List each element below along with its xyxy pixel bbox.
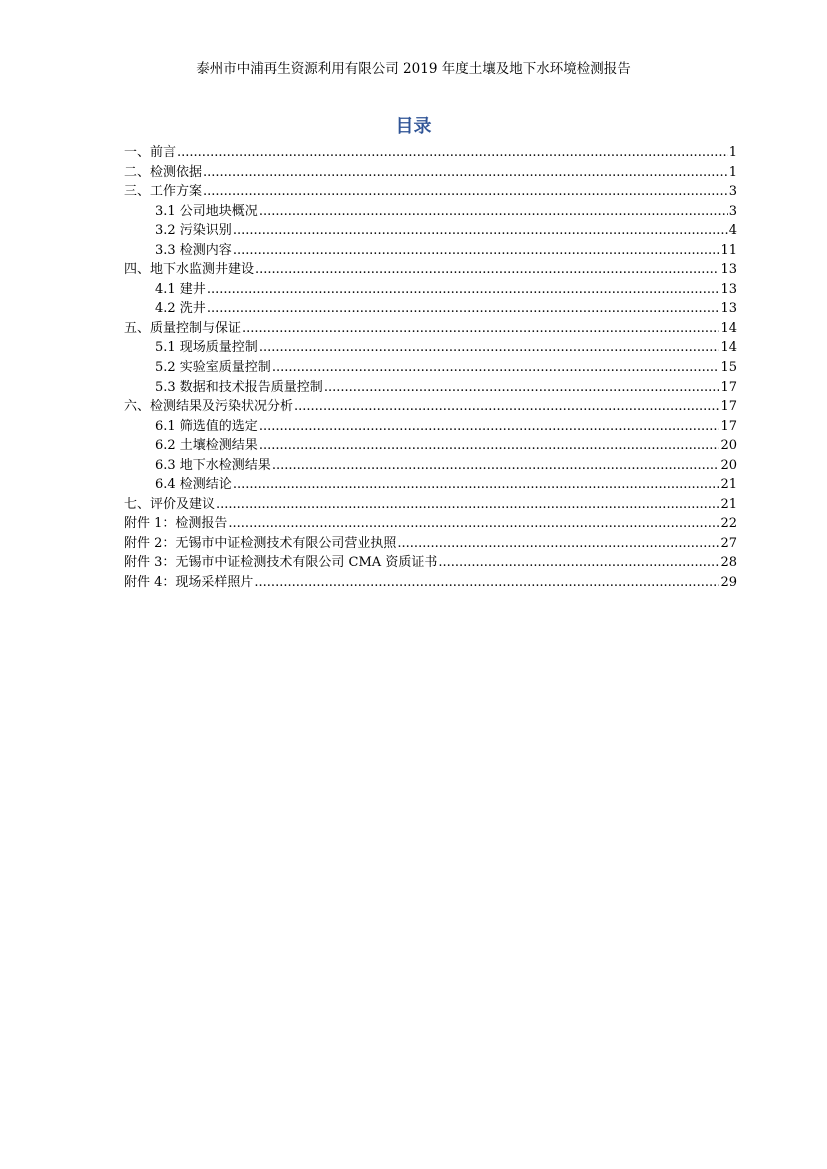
toc-entry-label: 3.1 公司地块概况	[155, 203, 258, 219]
toc-entry-page-number: 13	[720, 262, 737, 278]
toc-entry-page-number: 1	[728, 164, 737, 180]
toc-entry-page-number: 14	[720, 340, 737, 356]
toc-entry[interactable]	[124, 338, 737, 358]
toc-entry-page-number: 28	[720, 555, 737, 571]
toc-entry[interactable]	[124, 260, 737, 280]
toc-entry-label: 附件 4：现场采样照片	[124, 575, 254, 591]
toc-dot-leader	[259, 417, 720, 437]
toc-entry[interactable]	[124, 534, 737, 554]
toc-entry[interactable]	[124, 495, 737, 515]
toc-dot-leader	[259, 436, 720, 456]
toc-entry-page-number: 15	[720, 360, 737, 376]
toc-entry-label: 6.3 地下水检测结果	[155, 457, 271, 473]
toc-entry-label: 3.3 检测内容	[155, 242, 232, 258]
toc-entry[interactable]	[124, 182, 737, 202]
toc-entry[interactable]	[124, 163, 737, 183]
toc-dot-leader	[255, 260, 719, 280]
toc-entry-page-number: 14	[720, 320, 737, 336]
toc-entry-label: 4.2 洗井	[155, 301, 206, 317]
toc-entry[interactable]	[124, 241, 737, 261]
toc-entry[interactable]	[124, 397, 737, 417]
toc-entry-label: 附件 2：无锡市中证检测技术有限公司营业执照	[124, 535, 397, 551]
toc-entry-label: 三、工作方案	[124, 184, 203, 200]
toc-entry-label: 附件 3：无锡市中证检测技术有限公司 CMA 资质证书	[124, 555, 438, 571]
toc-entry[interactable]	[124, 378, 737, 398]
toc-entry[interactable]	[124, 475, 737, 495]
toc-entry-page-number: 4	[728, 223, 737, 239]
toc-entry-label: 一、前言	[124, 145, 177, 160]
toc-dot-leader	[216, 495, 719, 515]
toc-dot-leader	[203, 182, 728, 202]
toc-entry[interactable]	[124, 553, 737, 573]
toc-entry-label: 6.1 筛选值的选定	[155, 418, 258, 434]
toc-entry-page-number: 1	[728, 145, 737, 160]
toc-entry-page-number: 22	[720, 516, 737, 532]
toc-entry[interactable]	[124, 436, 737, 456]
toc-dot-leader	[233, 241, 720, 261]
page-header: 泰州市中浦再生资源利用有限公司 2019 年度土壤及地下水环境检测报告	[196, 61, 631, 77]
toc-entry[interactable]	[124, 573, 737, 593]
toc-entry-page-number: 17	[720, 379, 737, 395]
toc-entry[interactable]	[124, 456, 737, 476]
toc-entry-label: 5.3 数据和技术报告质量控制	[155, 379, 323, 395]
toc-entry[interactable]	[124, 221, 737, 241]
toc-entry-page-number: 21	[720, 477, 737, 493]
toc-entry-page-number: 13	[720, 281, 737, 297]
table-of-contents	[124, 143, 737, 593]
toc-entry-page-number: 17	[720, 418, 737, 434]
toc-entry-label: 四、地下水监测井建设	[124, 262, 255, 278]
toc-entry[interactable]	[124, 358, 737, 378]
toc-dot-leader	[242, 319, 719, 339]
toc-dot-leader	[259, 202, 728, 222]
toc-dot-leader	[254, 573, 719, 593]
toc-entry-label: 二、检测依据	[124, 164, 203, 180]
toc-entry-page-number: 20	[720, 457, 737, 473]
toc-entry-label: 附件 1：检测报告	[124, 516, 228, 532]
toc-entry[interactable]	[124, 280, 737, 300]
toc-entry-label: 5.2 实验室质量控制	[155, 360, 271, 376]
toc-dot-leader	[397, 534, 719, 554]
toc-dot-leader	[272, 456, 720, 476]
toc-entry-page-number: 3	[728, 184, 737, 200]
toc-entry-page-number: 20	[720, 438, 737, 454]
toc-dot-leader	[294, 397, 719, 417]
toc-entry-page-number: 17	[720, 399, 737, 415]
toc-entry-page-number: 13	[720, 301, 737, 317]
toc-dot-leader	[203, 163, 728, 183]
toc-dot-leader	[438, 553, 719, 573]
toc-entry-label: 6.4 检测结论	[155, 477, 232, 493]
toc-dot-leader	[228, 514, 719, 534]
toc-entry-page-number: 11	[720, 242, 737, 258]
toc-entry[interactable]	[124, 143, 737, 163]
toc-entry-page-number: 3	[728, 203, 737, 219]
toc-entry-label: 五、质量控制与保证	[124, 320, 242, 336]
toc-dot-leader	[272, 358, 720, 378]
toc-dot-leader	[259, 338, 720, 358]
toc-title: 目录	[395, 116, 432, 137]
toc-dot-leader	[233, 475, 720, 495]
toc-dot-leader	[207, 299, 720, 319]
toc-entry-label: 4.1 建井	[155, 281, 206, 297]
toc-entry-label: 七、评价及建议	[124, 496, 216, 512]
toc-entry[interactable]	[124, 514, 737, 534]
toc-entry-label: 3.2 污染识别	[155, 223, 232, 239]
toc-dot-leader	[177, 143, 728, 163]
toc-entry-label: 六、检测结果及污染状况分析	[124, 399, 294, 415]
toc-entry[interactable]	[124, 417, 737, 437]
toc-entry-page-number: 21	[720, 496, 737, 512]
toc-dot-leader	[324, 378, 720, 398]
toc-entry[interactable]	[124, 299, 737, 319]
toc-entry-page-number: 27	[720, 535, 737, 551]
toc-entry[interactable]	[124, 319, 737, 339]
toc-entry-label: 6.2 土壤检测结果	[155, 438, 258, 454]
toc-entry[interactable]	[124, 202, 737, 222]
toc-dot-leader	[233, 221, 728, 241]
toc-dot-leader	[207, 280, 720, 300]
toc-entry-page-number: 29	[720, 575, 737, 591]
toc-entry-label: 5.1 现场质量控制	[155, 340, 258, 356]
